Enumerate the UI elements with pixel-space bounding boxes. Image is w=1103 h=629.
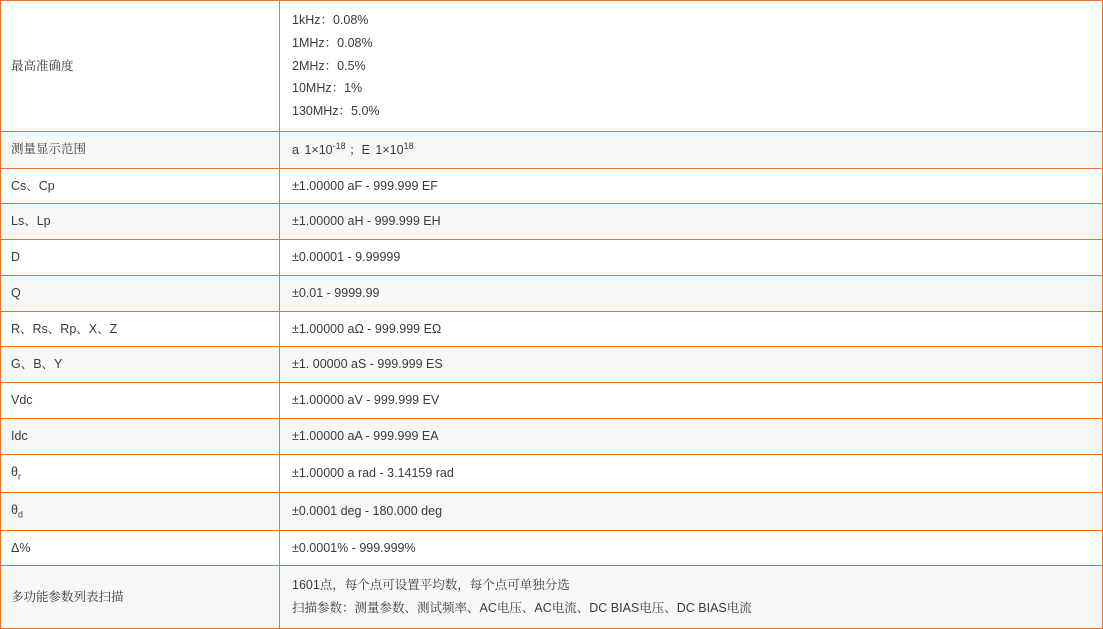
row-value [280, 566, 1103, 629]
row-label: Q [1, 275, 280, 311]
value-line: 扫描参数：测量参数、测试频率、AC电压、AC电流、DC BIAS电压、DC BIAS电流 [292, 601, 752, 616]
value-main: 1×10 [304, 142, 333, 157]
row-value [280, 1, 1103, 132]
table-row [1, 347, 1103, 383]
value-main-2: 1×10 [375, 142, 404, 157]
row-value: ±1.00000 aA - 999.999 EA [280, 418, 1103, 454]
row-value: ±0.01 - 9999.99 [280, 275, 1103, 311]
row-label: Ls、Lp [1, 204, 280, 240]
value-line: 1601点，每个点可设置平均数，每个点可单独分选 [292, 578, 570, 593]
row-value: ±1.00000 aV - 999.999 EV [280, 383, 1103, 419]
row-label: D [1, 240, 280, 276]
row-value: ±0.00001 - 9.99999 [280, 240, 1103, 276]
table-row [1, 418, 1103, 454]
table-row [1, 1, 1103, 132]
table-row [1, 204, 1103, 240]
value-line: 1MHz：0.08% [292, 35, 373, 50]
label-base: θ [11, 502, 18, 517]
row-label [1, 454, 280, 492]
table-row [1, 454, 1103, 492]
table-row [1, 383, 1103, 419]
table-row [1, 275, 1103, 311]
row-label: G、B、Y [1, 347, 280, 383]
row-label: Δ% [1, 530, 280, 566]
value-line: 1kHz：0.08% [292, 13, 369, 27]
table-row [1, 492, 1103, 530]
row-label: 测量显示范围 [1, 131, 280, 168]
table-row [1, 131, 1103, 168]
table-row [1, 530, 1103, 566]
label-subscript: r [17, 471, 21, 482]
row-value: ±1.00000 aΩ - 999.999 EΩ [280, 311, 1103, 347]
value-exponent: -18 [332, 140, 346, 151]
value-line: 10MHz：1% [292, 81, 363, 96]
row-label: Vdc [1, 383, 280, 419]
label-base: θ [11, 464, 18, 479]
value-prefix: a [292, 142, 299, 157]
row-value: ±1. 00000 aS - 999.999 ES [280, 347, 1103, 383]
table-row [1, 240, 1103, 276]
row-value: ±1.00000 aH - 999.999 EH [280, 204, 1103, 240]
table-row [1, 168, 1103, 204]
row-label: 最高准确度 [1, 1, 280, 132]
row-value [280, 131, 1103, 168]
row-value: ±1.00000 aF - 999.999 EF [280, 168, 1103, 204]
row-label: R、Rs、Rp、X、Z [1, 311, 280, 347]
value-mid: ；E [349, 142, 370, 157]
value-line: 130MHz：5.0% [292, 104, 380, 118]
label-subscript: d [17, 509, 23, 520]
value-line: 2MHz：0.5% [292, 58, 366, 73]
table-row [1, 566, 1103, 629]
row-value: ±0.0001% - 999.999% [280, 530, 1103, 566]
row-label: 多功能参数列表扫描 [1, 566, 280, 629]
row-label: Cs、Cp [1, 168, 280, 204]
row-value: ±1.00000 a rad - 3.14159 rad [280, 454, 1103, 492]
table-row [1, 311, 1103, 347]
row-value: ±0.0001 deg - 180.000 deg [280, 492, 1103, 530]
row-label: Idc [1, 418, 280, 454]
value-exponent-2: 18 [403, 140, 414, 151]
row-label [1, 492, 280, 530]
